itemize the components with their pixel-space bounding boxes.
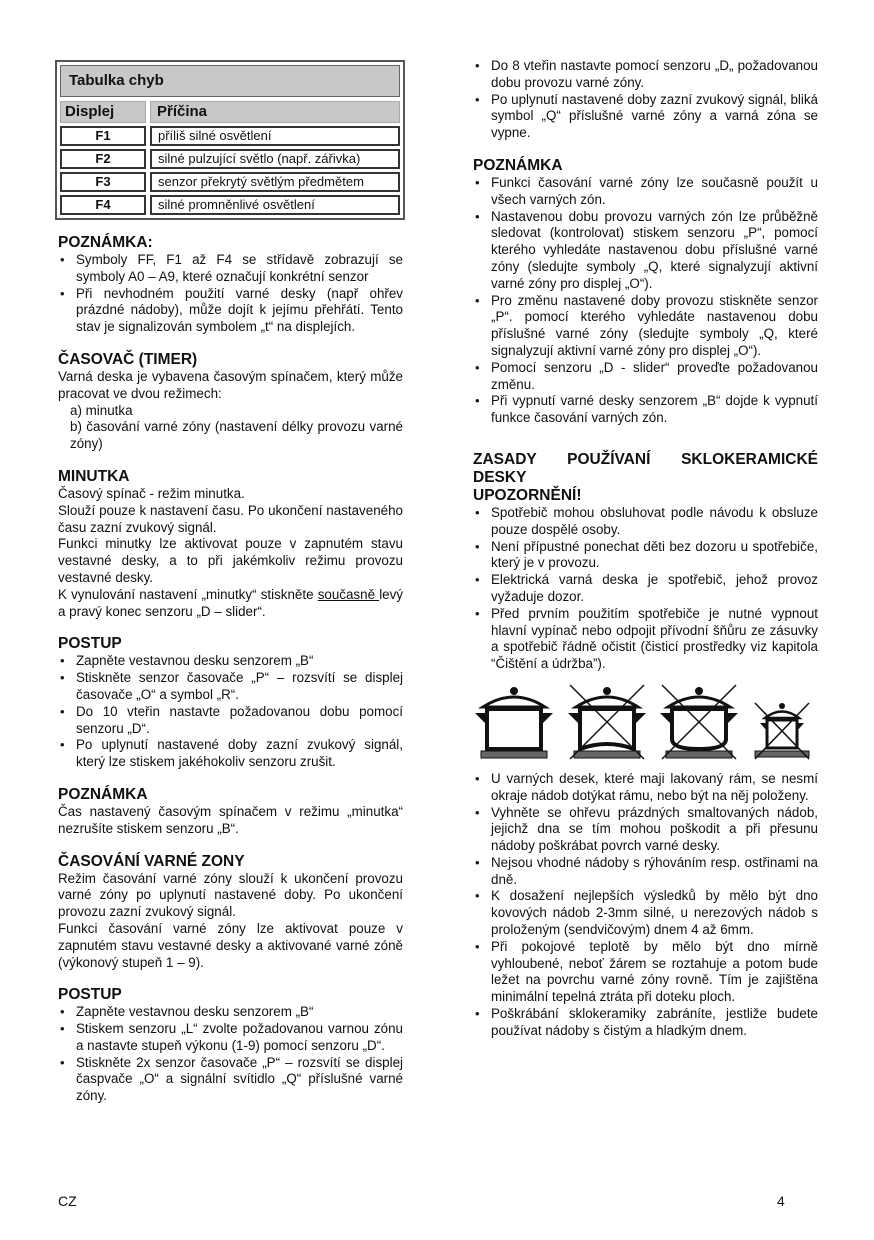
list-item: • K dosažení nejlepších výsledků by mělo být dno kovových nádob 2-3mm silné, u nerezových nádob s proloženým (sendvičovým) dnem 4 až 6mm. <box>473 888 818 938</box>
list-item: • Pomocí senzoru „D - slider“ proveďte požadovanou změnu. <box>473 360 818 394</box>
underlined-text: současně <box>317 586 380 602</box>
list-item: • Poškrábání sklokeramiky zabráníte, jestliže budete používat nádoby s čistým a hladkým dnem. <box>473 1006 818 1040</box>
list-item: • Zapněte vestavnou desku senzorem „B“ <box>58 653 403 670</box>
note-section-3 <box>473 157 818 427</box>
list-item: • Elektrická varná deska je spotřebič, jehož provoz vyžaduje dozor. <box>473 572 818 606</box>
paragraph: Funkci minutky lze aktivovat pouze v zapnutém stavu vestavné desky, a to při jakémkoliv režimu provozu vestavné desky. <box>58 536 403 585</box>
procedure-heading: POSTUP <box>58 635 122 653</box>
paragraph: Časový spínač - režim minutka. <box>58 485 245 501</box>
procedure-section-1 <box>58 635 403 771</box>
list-item: • Stiskněte 2x senzor časovače „P“ – rozsvítí se displej časpvače „O“ a signální svítidlo „Q“ příslušné varné zóny. <box>58 1055 403 1105</box>
rules-section <box>473 451 818 1040</box>
list-item: • U varných desek, které maji lakovaný rám, se nesmí okraje nádob dotýkat rámu, nebo být na něj položeny. <box>473 771 818 805</box>
timer-heading: ČASOVAČ (TIMER) <box>58 350 198 368</box>
minutka-section <box>58 468 403 620</box>
note-heading: POZNÁMKA: <box>58 234 153 251</box>
table-row <box>60 149 400 169</box>
header-cause: Příčina <box>150 101 400 123</box>
procedure-heading: POSTUP <box>58 986 122 1004</box>
list-item: • Do 8 vteřin nastavte pomocí senzoru „D„ požadovanou dobu provozu varné zóny. <box>473 58 818 92</box>
error-cause: silné promněnlivé osvětlení <box>150 195 400 215</box>
list-item: • Funkci časování varné zóny lze současně použít u všech varných zón. <box>473 175 818 209</box>
error-code: F3 <box>60 172 146 192</box>
pot-too-small-icon <box>751 699 813 761</box>
error-code: F1 <box>60 126 146 146</box>
procedure-section-2 <box>58 986 403 1105</box>
pot-correct-icon <box>473 683 555 761</box>
table-row <box>60 195 400 215</box>
list-item: • Zapněte vestavnou desku senzorem „B“ <box>58 1004 403 1021</box>
note-heading: POZNÁMKA <box>58 785 148 803</box>
left-column <box>58 60 403 1105</box>
note-heading: POZNÁMKA <box>473 156 563 174</box>
paragraph: Čas nastavený časovým spínačem v režimu „minutka“ nezrušíte stiskem senzoru „B“. <box>58 803 403 836</box>
error-code: F4 <box>60 195 146 215</box>
list-item: • Stiskem senzoru „L“ zvolte požadovanou varnou zónu a nastavte stupeň výkonu (1-9) pomocí senzoru „D“. <box>58 1021 403 1055</box>
right-column <box>473 58 818 1040</box>
list-item: • Při nevhodném použití varné desky (např ohřev prázdné nádoby), může dojít k jejímu přehřátí. Tento stav je signalizován symbolem „t“ na displejích. <box>58 286 403 336</box>
list-item: • Nastavenou dobu provozu varných zón lze průběžně sledovat (kontrolovat) stiskem senzoru „P“, pomocí kterého vyhledáte nastavenou dobu příslušné varné zóny (sledujte symboly „Q, které signalyzují aktivní varné zóny pro displej „O“). <box>473 209 818 293</box>
list-item: • Spotřebič mohou obsluhovat podle návodu k obsluze pouze dospělé osoby. <box>473 505 818 539</box>
procedure-continued <box>473 58 818 142</box>
pot-bulged-bottom-icon <box>566 683 648 761</box>
header-display: Displej <box>60 101 146 123</box>
list-item: • Do 10 vteřin nastavte požadovanou dobu pomocí senzoru „D“. <box>58 704 403 738</box>
list-item: • Není přípustné ponechat děti bez dozoru u spotřebiče, který je v provozu. <box>473 539 818 573</box>
list-item: • Pro změnu nastavené doby provozu stiskněte senzor „P“. pomocí kterého vyhledáte nastavenou dobu příslušné varné zóny (sledujte symboly „Q, které signalyzují aktivní varné zóny pro displej „O“). <box>473 293 818 360</box>
table-row <box>60 126 400 146</box>
list-item: • Symboly FF, F1 až F4 se střídavě zobrazují se symboly A0 – A9, které označují konkrétní senzor <box>58 252 403 286</box>
cookware-illustrations <box>473 681 813 761</box>
list-item: • Nejsou vhodné nádoby s rýhováním resp. ostřinami na dně. <box>473 855 818 889</box>
error-cause: příliš silné osvětlení <box>150 126 400 146</box>
note-section-1 <box>58 234 403 336</box>
timer-intro: Varná deska je vybavena časovým spínačem, který může pracovat ve dvou režimech: <box>58 368 403 401</box>
paragraph: Režim časování varné zóny slouží k ukončení provozu varné zóny po uplynutí nastavené doby. Po ukončení provozu zazní zvukový signál. <box>58 870 403 920</box>
error-cause: senzor překrytý světlým předmětem <box>150 172 400 192</box>
zone-timer-section <box>58 853 403 972</box>
paragraph: Funkci časování varné zóny lze aktivovat pouze v zapnutém stavu vestavné desky a aktivované varné zóně (výkonový stupeň 1 – 9). <box>58 920 403 970</box>
paragraph <box>58 587 403 621</box>
rules-heading: ZASADY POUŽÍVANÍ SKLOKERAMICKÉ DESKY <box>473 450 818 486</box>
footer-language: CZ <box>58 1193 77 1209</box>
error-table <box>55 60 405 220</box>
text: levý a pravý konec senzoru „D – slider“. <box>58 586 404 619</box>
warning-heading: UPOZORNĚNÍ! <box>473 486 582 504</box>
minutka-heading: MINUTKA <box>58 467 130 485</box>
list-item: • Po uplynutí nastavené doby zazní zvukový signál, který lze stiskem jakéhokoliv senzoru zrušit. <box>58 737 403 771</box>
error-cause: silné pulzující světlo (např. zářivka) <box>150 149 400 169</box>
zone-timer-heading: ČASOVÁNÍ VARNÉ ZONY <box>58 852 245 870</box>
note-section-2 <box>58 786 403 838</box>
error-table-title: Tabulka chyb <box>60 65 400 97</box>
paragraph: Slouží pouze k nastavení času. Po ukončení nastaveného času zazní zvukový signál. <box>58 502 403 535</box>
error-table-header <box>60 101 400 123</box>
timer-section <box>58 351 403 453</box>
text: K vynulování nastavení „minutky“ stiskněte <box>58 586 318 602</box>
table-row <box>60 172 400 192</box>
error-code: F2 <box>60 149 146 169</box>
list-item: • Vyhněte se ohřevu prázdných smaltovaných nádob, jejichž dna se tím mohou poškodit a při přesunu nádoby poškrábat povrch varné desky. <box>473 805 818 855</box>
list-item: • Při vypnutí varné desky senzorem „B“ dojde k vypnutí funkce časování varných zón. <box>473 393 818 427</box>
timer-mode-b: b) časování varné zóny (nastavení délky provozu varné zóny) <box>70 419 403 452</box>
list-item: • Stiskněte senzor časovače „P“ – rozsvítí se displej časovače „O“ a symbol „R“. <box>58 670 403 704</box>
timer-mode-a: a) minutka <box>70 402 133 418</box>
page-number: 4 <box>777 1193 785 1209</box>
list-item: • Před prvním použitím spotřebiče je nutné vypnout hlavní vypínač nebo odpojit přívodní šňůru ze zásuvky a spotřebič řádně očistit (čisticí prostředky viz kapitola “Čištění a údržba”). <box>473 606 818 673</box>
list-item: • Po uplynutí nastavené doby zazní zvukový signál, bliká symbol „Q“ příslušné varné zóny a varná zóna se vypne. <box>473 92 818 142</box>
list-item: • Při pokojové teplotě by mělo být dno mírně vyhloubené, neboť žárem se roztahuje a potom bude ležet na povrchu varné zóny rovně. Tím je zajištěna minimální tepelná ztráta při doteku ploch. <box>473 939 818 1006</box>
pot-rounded-bottom-icon <box>658 683 740 761</box>
